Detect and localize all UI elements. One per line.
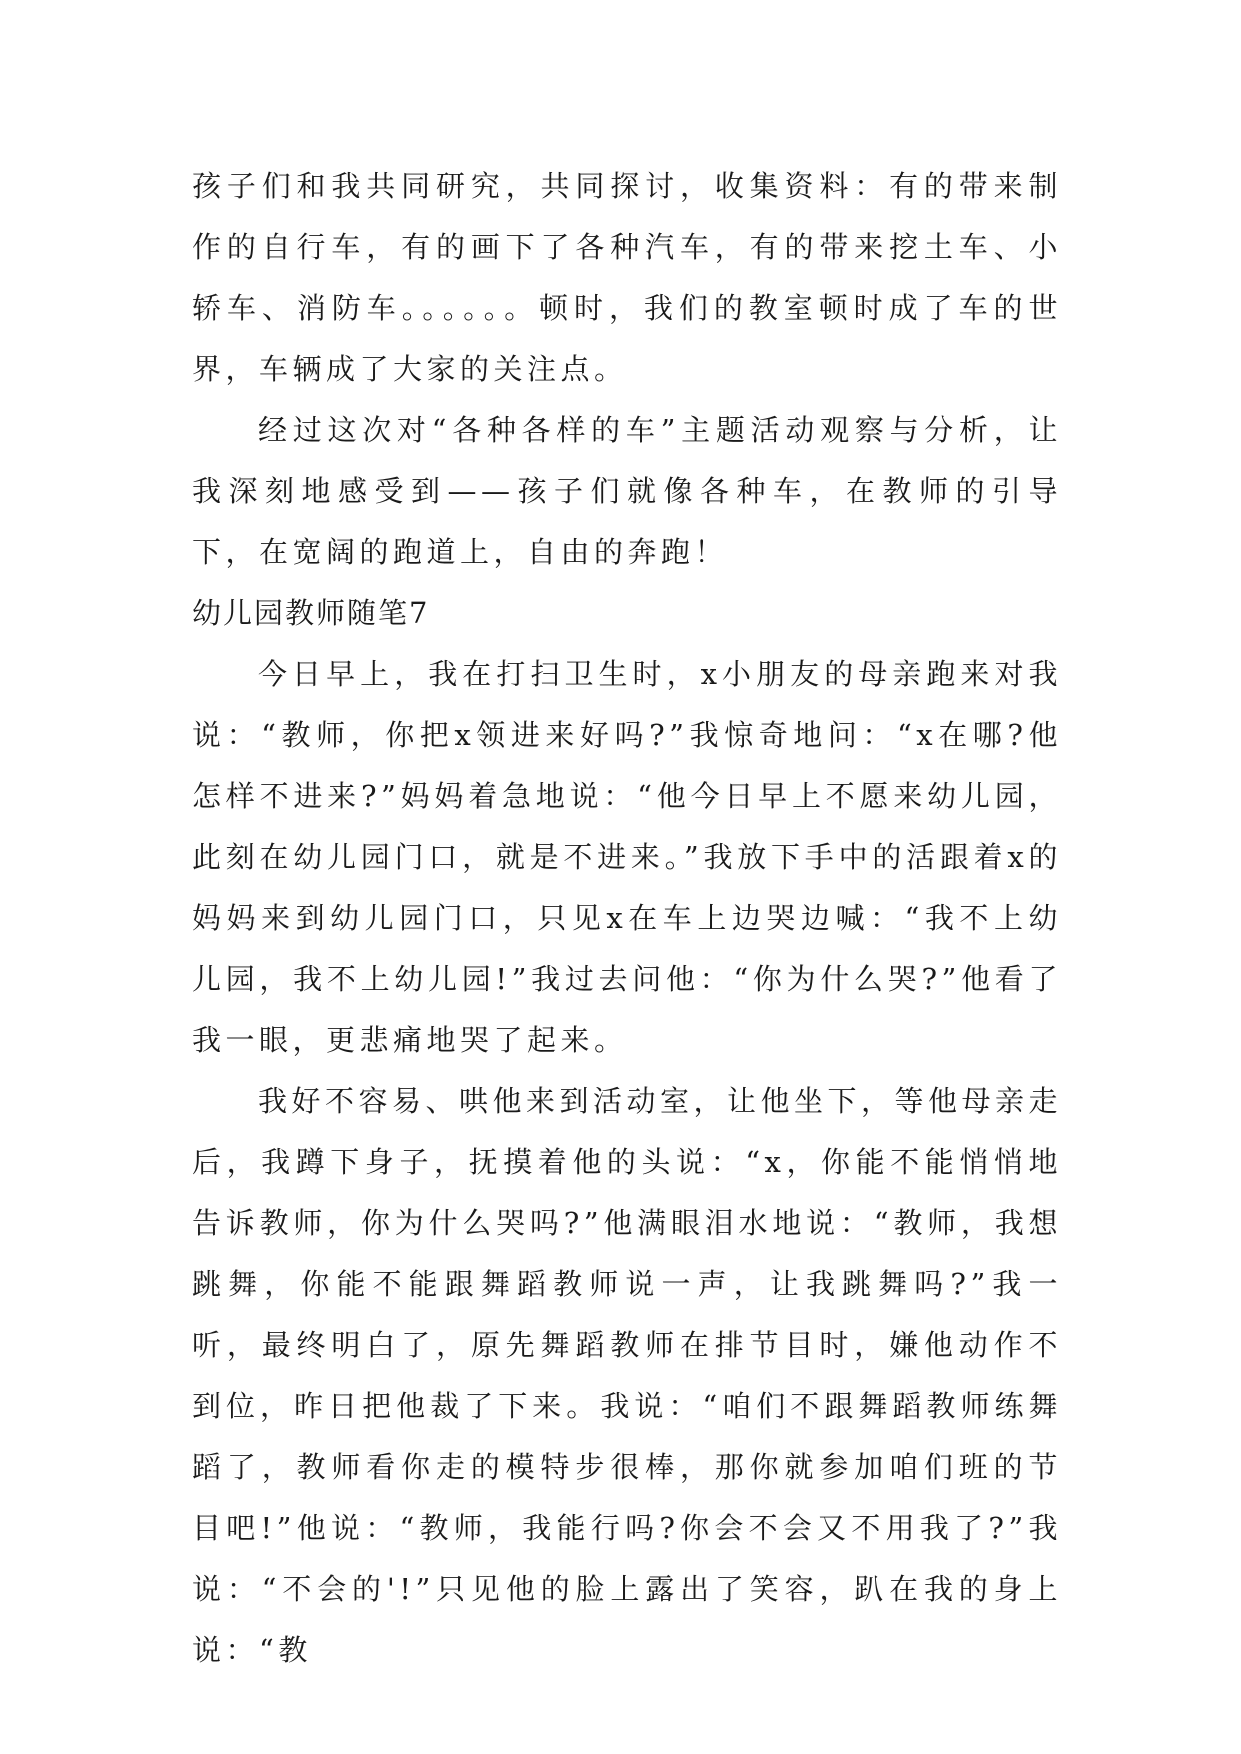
paragraph-continuation: 孩子们和我共同研究，共同探讨，收集资料：有的带来制作的自行车，有的画下了各种汽车，有的带来挖土车、小轿车、消防车。。。。。。顿时，我们的教室顿时成了车的世界，车辆成了大家的关注点。 (192, 169, 1062, 386)
paragraph-dance-story: 我好不容易、哄他来到活动室，让他坐下，等他母亲走后，我蹲下身子，抚摸着他的头说：“x，你能不能悄悄地告诉教师，你为什么哭吗?”他满眼泪水地说：“教师，我想跳舞，你能不能跟舞蹈教师说一声，让我跳舞吗?”我一听，最终明白了，原先舞蹈教师在排节目时，嫌他动作不到位，昨日把他裁了下来。我说：“咱们不跟舞蹈教师练舞蹈了，教师看你走的模特步很棒，那你就参加咱们班的节目吧!”他说：“教师，我能行吗?你会不会又不用我了?”我说：“不会的'!”只见他的脸上露出了笑容，趴在我的身上说：“教 (192, 1084, 1063, 1667)
paragraph-morning-story: 今日早上，我在打扫卫生时，x小朋友的母亲跑来对我说：“教师，你把x领进来好吗?”我惊奇地问：“x在哪?他怎样不进来?”妈妈着急地说：“他今日早上不愿来幼儿园，此刻在幼儿园门口，就是不进来。”我放下手中的活跟着x的妈妈来到幼儿园门口，只见x在车上边哭边喊：“我不上幼儿园，我不上幼儿园!”我过去问他：“你为什么哭?”他看了我一眼，更悲痛地哭了起来。 (192, 657, 1062, 1057)
document-body (192, 156, 1062, 1681)
section-heading: 幼儿园教师随笔7 (192, 596, 430, 630)
paragraph-reflection: 经过这次对“各种各样的车”主题活动观察与分析，让我深刻地感受到——孩子们就像各种车，在教师的引导下，在宽阔的跑道上，自由的奔跑！ (192, 413, 1062, 569)
